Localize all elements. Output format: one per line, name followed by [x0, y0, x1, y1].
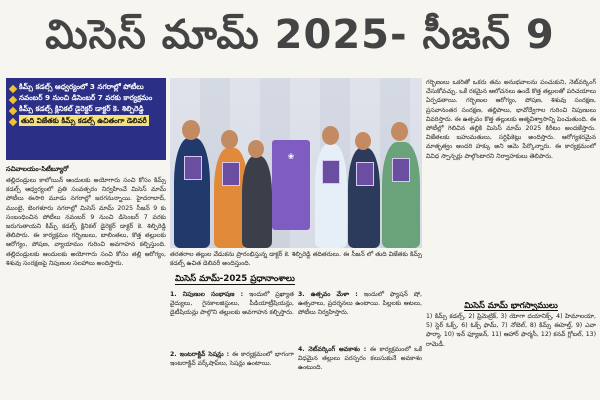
feature-item — [298, 290, 422, 318]
feature-text: ఈ కార్యక్రమంలో భాగంగా ఇంటరాక్టివ్ వర్క్‌షాప్‌లు, సెషన్లు ఉంటాయి. — [170, 351, 295, 368]
highlights-box — [6, 78, 166, 160]
feature-item — [170, 290, 294, 318]
partners-heading-text: మిసెస్ మామ్ భాగస్వాములు — [464, 300, 558, 310]
feature-text: ఈ కార్యక్రమంలో ఒకే విధమైన తల్లులు పరస్పరం కలుసుకునే అవకాశం ఉంటుంది. — [298, 346, 422, 372]
partners-list: 1) కిమ్స్ కడల్స్, 2) ఫ్రిమెట్రిక్, 3) యోగా దయానిక్స్, 4) హిమాలయా, 5) స్టెర్ ఓక్స్, 6) ఓక్స్ ఫామ్, 7) నోబెల్, 8) కిమ్స్ ఈహెల్త్, 9) ఎవా ఫార్మా, 10) ఇన్ ఫ్యూజన్, 11) ఆహార్ ఫార్మసీ, 12) కనవ్ గ్లోబల్, 13) రామెడీ. — [426, 313, 596, 348]
subheading-text: మిసెస్ మామ్-2025 ప్రధానాంశాలు — [175, 274, 295, 284]
person-head — [221, 130, 238, 149]
event-photo — [170, 78, 422, 248]
held-poster — [322, 160, 340, 184]
dateline: సచివాలయం-సిటీబ్యూరో — [6, 165, 69, 173]
held-poster — [222, 162, 240, 186]
feature-title: 1. నిపుణుల సంభాషణ : — [170, 291, 244, 298]
subheading-highlights — [175, 274, 295, 286]
diamond-bullet-icon — [9, 96, 17, 104]
highlight-item — [10, 115, 162, 126]
highlight-text: తుది విజేతకు కిమ్స్ కడల్స్ ఉచితంగా డెలివరీ — [21, 116, 147, 125]
highlight-item — [10, 82, 162, 92]
person-figure — [174, 138, 210, 248]
article-column-4: గర్భిణులు ఒకరితో ఒకరు తమ అనుభవాలను పంచుకుని, నెట్‌వర్కింగ్ చేసుకోవచ్చు. ఒకే రకమైన ఆలోచనలు ఉండే కొత్త తల్లులతో పరిచయాలు ఏర్పడతాయి. గర్భిణుల ఆరోగ్యం, పోషణ, శిశువు సంరక్షణ, ప్రసవానంతర సంరక్షణ, తల్లిపాలు, భావోద్వేగాల గురించి నిపుణులు వివరిస్తారు. ఈ ఉత్సవం కొత్త తల్లులకు ఆత్మవిశ్వాసాన్ని పెంచుతుంది. ఈ పోటీల్లో గెలిచిన తల్లికి మిసెస్ మామ్ 2025 కిరీటం అందజేస్తారు. విజేతలకు బహుమతులు, సర్టిఫికెట్లు అందిస్తారు. ఆరోగ్యకరమైన మాతృత్వం అందరి హక్కు అని ఆమె పేర్కొన్నారు. ఈ కార్యక్రమంలో వివిధ స్పాన్సర్లు పాల్గొంటారని నిర్వాహకులు తెలిపారు. — [426, 79, 596, 160]
feature-title: 2. ఇంటరాక్టివ్ సెషన్లు : — [170, 351, 230, 358]
person-figure — [242, 156, 272, 248]
diamond-bullet-icon — [9, 107, 17, 115]
article-column-1: తల్లిదండ్రులు కాలోయిన్ ఆందులకు అయోగారు సంచి కోసం కిమ్స్ కడల్స్ ఆధ్వర్యంలో ప్రతి సంవత్సరం నిర్వహించే మిసెస్ మామ్ పోటీలు ఈసారి మూడు నగరాల్లో జరగనున్నాయి. హైదరాబాద్, ముంబై, బెంగళూరు నగరాల్లో మిసెస్ మామ్ 2025 సీజన్ 9 కు సంబంధించిన పోటీలు నవంబర్ 9 నుంచి డిసెంబర్ 7 వరకు జరుగుతాయని కిమ్స్ కడల్స్ క్లినికల్ డైరెక్టర్ డాక్టర్ కె. శిల్పిరెడ్డి తెలిపారు. ఈ కార్యక్రమం గర్భిణులు, బాలింతలు, కొత్త తల్లులకు ఆరోగ్యం, పోషణ, వ్యాయామం గురించి అవగాహన కల్పిస్తుంది. తల్లిదండ్రులకు ఆందులకు అయోగారు సంచి కోసం తల్లి ఆరోగ్యం, శిశువు సంరక్షణపై నిపుణుల సలహాలు అందిస్తారు. — [6, 177, 166, 267]
highlight-item — [10, 104, 162, 114]
highlight-item — [10, 93, 162, 103]
person-head — [355, 132, 371, 150]
highlight-text: నవంబర్ 9 నుంచి డిసెంబర్ 7 వరకు కార్యక్రమం — [19, 93, 153, 102]
banner-logo: ❀ — [287, 152, 295, 161]
person-head — [182, 120, 200, 140]
feature-text: ఇందులో ఫ్యాషన్ షో, ఉత్సవాలు, ప్రదర్శనలు ఉంటాయి. పిల్లలకు ఆటలు, పోటీలు నిర్వహిస్తారు. — [298, 291, 422, 317]
diamond-bullet-icon — [9, 85, 17, 93]
held-poster — [392, 158, 410, 182]
person-head — [322, 126, 339, 145]
feature-item — [170, 350, 294, 368]
highlight-text: కిమ్స్ కడల్స్ ఆధ్వర్యంలో 3 నగరాల్లో పోటీలు — [19, 82, 144, 91]
diamond-bullet-icon — [9, 118, 17, 126]
feature-text: ఇందులో ప్రఖ్యాత వైద్యులు, గైనకాలజిస్టులు, పీడియాట్రీషియన్లు, డైటీషియన్లు పాల్గొని తల్లులకు అవగాహన కల్పిస్తారు. — [170, 291, 294, 317]
person-head — [248, 140, 264, 158]
person-head — [391, 122, 408, 141]
feature-title: 4. నెట్‌వర్కింగ్ అవకాశం : — [298, 346, 367, 353]
photo-caption: తరతరాల తల్లుల వేడుకను ప్రారంభిస్తున్న డాక్టర్ కె. శిల్పిరెడ్డి తదితరులు. ఈ సీజన్ లో తుది విజేతకు కిమ్స్ కడల్స్ ఉచిత డెలివరీ అందిస్తుంది. — [170, 251, 422, 267]
highlight-text: కిమ్స్ కడల్స్ క్లినికల్ డైరెక్టర్ డాక్టర్ కె. శిల్పిరెడ్డి — [19, 104, 144, 113]
feature-title: 3. ఉత్సవం మేళా : — [298, 291, 358, 298]
feature-item — [298, 345, 422, 373]
headline: మిసెస్ మామ్ 2025- సీజన్ 9 — [45, 12, 555, 58]
held-poster — [184, 156, 202, 180]
event-banner — [272, 140, 310, 230]
held-poster — [356, 162, 374, 186]
